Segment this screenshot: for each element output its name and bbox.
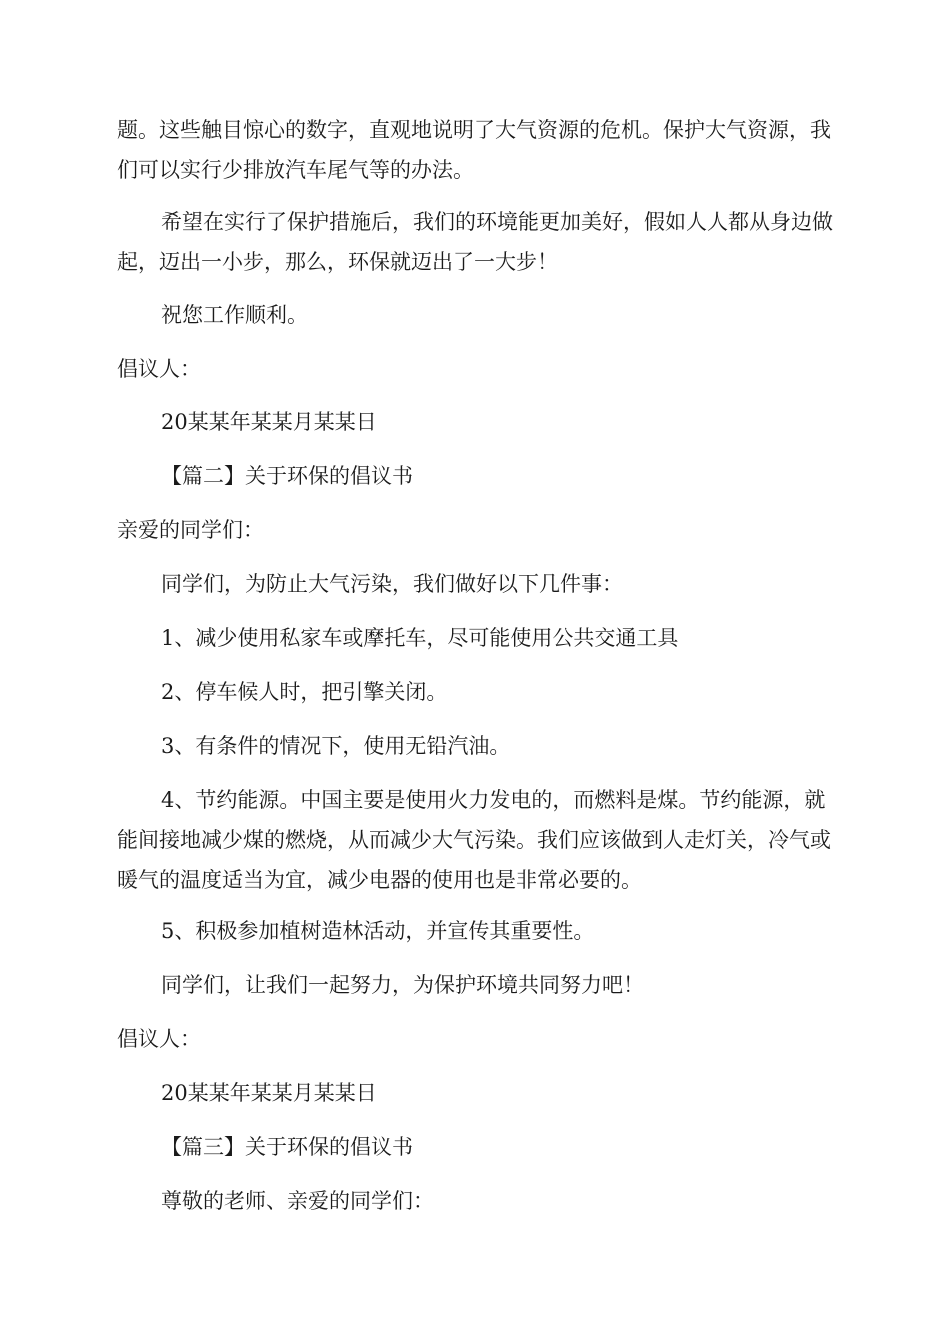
paragraph-intro-2: 同学们，为防止大气污染，我们做好以下几件事： [161,572,623,596]
salutation-3: 尊敬的老师、亲爱的同学们： [161,1189,434,1213]
list-item-2: 2、停车候人时，把引擎关闭。 [161,680,448,704]
paragraph-closing-2: 同学们，让我们一起努力，为保护环境共同努力吧！ [161,973,644,997]
section-heading-3: 【篇三】关于环保的倡议书 [161,1135,413,1159]
date-line-1: 20某某年某某月某某日 [161,410,377,434]
signature-label-2: 倡议人： [117,1027,201,1051]
signature-label-1: 倡议人： [117,357,201,381]
salutation-2: 亲爱的同学们： [117,518,264,542]
date-line-2: 20某某年某某月某某日 [161,1081,377,1105]
paragraph-wish: 祝您工作顺利。 [161,303,308,327]
paragraph-air-crisis: 题。这些触目惊心的数字，直观地说明了大气资源的危机。保护大气资源，我们可以实行少排放汽车尾气等的办法。 [117,118,831,182]
section-heading-2: 【篇二】关于环保的倡议书 [161,464,413,488]
list-item-1: 1、减少使用私家车或摩托车，尽可能使用公共交通工具 [161,626,679,650]
list-item-5: 5、积极参加植树造林活动，并宣传其重要性。 [161,919,595,943]
list-item-4: 4、节约能源。中国主要是使用火力发电的，而燃料是煤。节约能源，就能间接地减少煤的燃烧，从而减少大气污染。我们应该做到人走灯关，冷气或暖气的温度适当为宜，减少电器的使用也是非常必要的。 [117,788,831,892]
paragraph-hope: 希望在实行了保护措施后，我们的环境能更加美好，假如人人都从身边做起，迈出一小步，那么，环保就迈出了一大步！ [117,210,833,274]
list-item-3: 3、有条件的情况下，使用无铅汽油。 [161,734,511,758]
